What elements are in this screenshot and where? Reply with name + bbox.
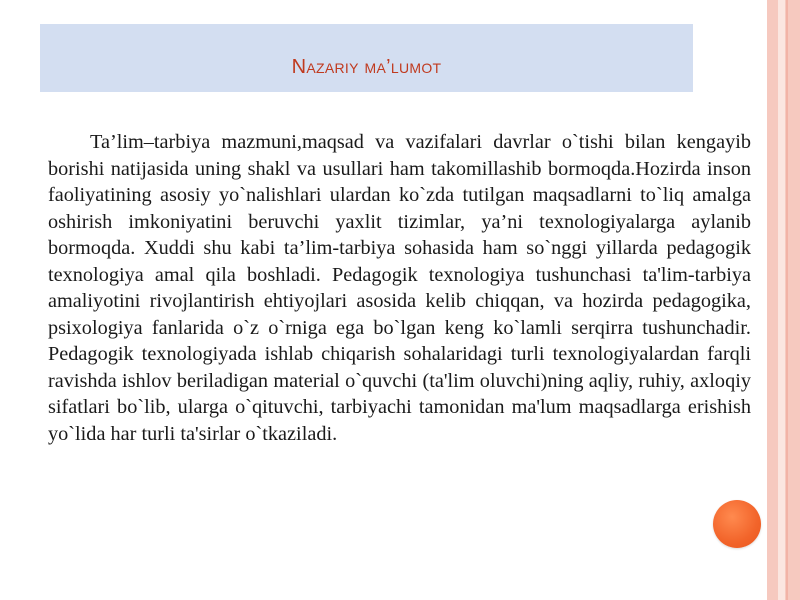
right-decorative-stripe-line bbox=[786, 0, 788, 600]
slide-body-text: Ta’lim–tarbiya mazmuni,maqsad va vazifalari davrlar o`tishi bilan kengayib borishi natijasida uning shakl va usullari ham takomillashib bormoqda.Hozirda inson faoliyatining asosiy yo`nalishlari ulardan ko`zda tutilgan maqsadlarni to`liq amalga oshirish imkoniyatini beruvchi yaxlit tizimlar, ya’ni texnologiyalarga aylanib bormoqda. Xuddi shu kabi ta’lim-tarbiya sohasida ham so`nggi yillarda pedagogik texnologiya amal qila boshladi. Pedagogik texnologiya tushunchasi ta'lim-tarbiya amaliyotini rivojlantirish ehtiyojlari asosida kelib chiqqan, va hozirda pedagogika, psixologiya fanlarida o`z o`rniga ega bo`lgan keng ko`lamli serqirra tushunchadir. Pedagogik texnologiyada ishlab chiqarish sohalaridagi turli texnologiyalardan farqli ravishda ishlov beriladigan material o`quvchi (ta'lim oluvchi)ning aqliy, ruhiy, axloqiy sifatlari bo`lib, ularga o`qituvchi, tarbiyachi tamonidan ma'lum maqsadlarga erishish yo`lida har turli ta'sirlar o`tkaziladi. bbox=[48, 131, 751, 445]
slide-title: Nazariy ma’lumot bbox=[291, 56, 442, 78]
right-decorative-stripe-inner bbox=[778, 0, 785, 600]
orange-circle-decoration bbox=[713, 500, 761, 548]
